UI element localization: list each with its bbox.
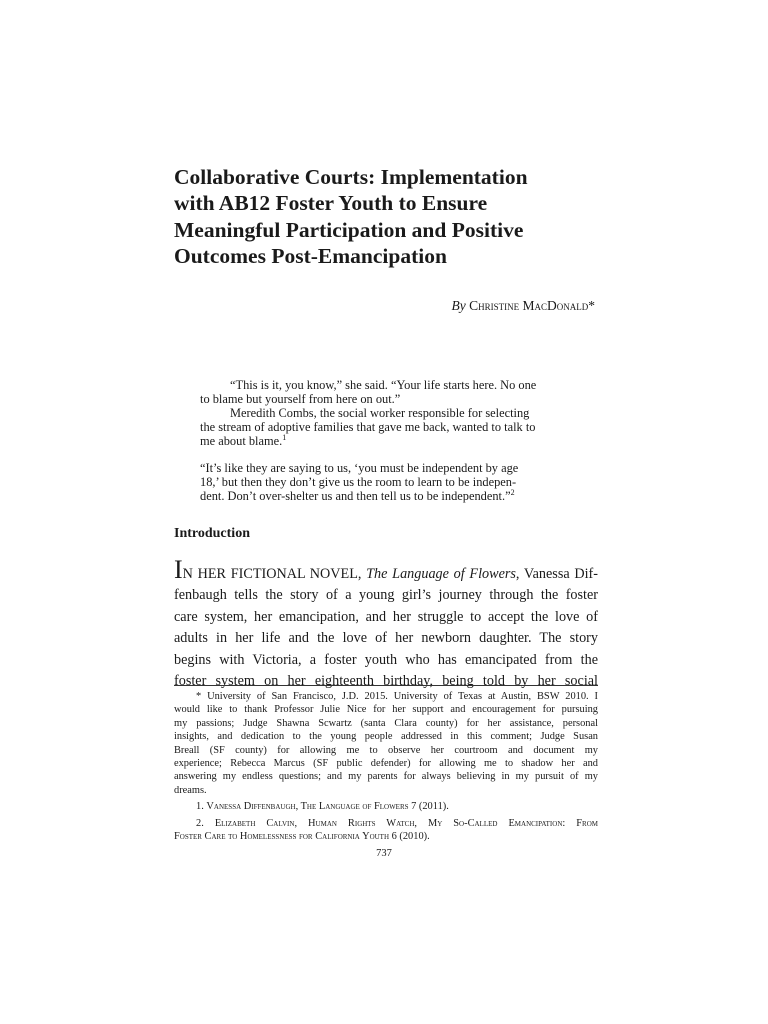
body-text	[174, 555, 598, 692]
title-line: Collaborative Courts: Implementation	[174, 165, 528, 189]
footnotes	[174, 690, 598, 843]
lead-caps: N HER FICTIONAL NOVEL,	[182, 566, 362, 582]
author-name: Christine MacDonald*	[469, 298, 595, 313]
citation-text: 6 (2010).	[389, 831, 430, 843]
citation-smallcaps: Elizabeth Calvin, Human Rights Watch, My So-Called Emancipation: From	[214, 817, 598, 829]
epigraph-line-last	[200, 489, 596, 503]
citation-smallcaps: Vanessa Diffenbaugh, The Language of Flowers	[206, 801, 409, 813]
epigraph-line: 18,’ but then they don’t give us the room to learn to be indepen-	[200, 475, 517, 489]
citation-smallcaps: Foster Care to Homelessness for California Youth	[174, 831, 390, 843]
footnote-line: dreams.	[174, 784, 207, 796]
epigraph-text: dent. Don’t over-shelter us and then tell us to be independent.”	[200, 489, 511, 503]
body-text-span: , Vanessa Dif-	[515, 566, 598, 582]
footnote-ref: 1	[282, 432, 287, 442]
footnote-number: 2.	[196, 817, 204, 829]
title-line: Outcomes Post-Emancipation	[174, 243, 447, 268]
epigraph-line-last	[200, 434, 596, 448]
epigraph-line: “This is it, you know,” she said. “Your life starts here. No one	[230, 378, 537, 392]
footnote-line: my passions; Judge Shawna Scwartz (santa Clara county) for her assistance, personal	[174, 717, 598, 729]
article-title	[174, 164, 604, 269]
title-line: Meaningful Participation and Positive	[174, 217, 524, 242]
author-byline	[451, 298, 595, 314]
epigraph-quote-2	[200, 461, 596, 503]
body-line: care system, her emancipation, and her struggle to accept the love of	[174, 608, 598, 625]
footnote-1	[174, 800, 598, 813]
body-line: adults in her life and the love of her newborn daughter. The story	[174, 630, 598, 647]
body-line: fenbaugh tells the story of a young girl’s journey through the foster	[174, 587, 598, 604]
footnote-line: * University of San Francisco, J.D. 2015. University of Texas at Austin, BSW 2010. I	[196, 691, 598, 702]
epigraph-text: me about blame.	[200, 434, 283, 448]
epigraph-line: to blame but yourself from here on out.”	[200, 392, 401, 406]
body-line: begins with Victoria, a foster youth who has emancipated from the	[174, 651, 598, 668]
drop-cap: I	[174, 555, 183, 584]
epigraph-line: “It’s like they are saying to us, ‘you must be independent by age	[200, 461, 519, 475]
citation-text: 7 (2011).	[408, 801, 449, 813]
page-number: 737	[376, 848, 392, 859]
footnote-rule	[174, 685, 598, 686]
body-first-line	[174, 555, 598, 585]
epigraph-line: Meredith Combs, the social worker responsible for selecting	[230, 406, 530, 420]
footnote-line: experience; Rebecca Marcus (SF public defender) for allowing me to shadow her and	[174, 758, 598, 770]
section-heading: Introduction	[174, 526, 250, 541]
footnote-ref: 2	[510, 487, 515, 497]
footnote-line: answering my endless questions; and my parents for always believing in my pursuit of my	[174, 771, 598, 783]
footnote-line: Breall (SF county) for allowing me to observe her courtroom and document my	[174, 744, 598, 756]
footnote-2-cont	[174, 830, 598, 843]
footnote-number: 1.	[196, 801, 204, 813]
epigraph-quote-1	[200, 378, 596, 448]
title-line: with AB12 Foster Youth to Ensure	[174, 191, 488, 216]
byline-prefix: By	[451, 298, 466, 313]
footnote-line: would like to thank Professor Julie Nice for her support and encouragement for pursuing	[174, 704, 598, 716]
book-title: The Language of Flowers	[366, 566, 516, 582]
footnote-line: insights, and dedication to the young people addressed in this comment; Judge Susan	[174, 731, 598, 743]
epigraph-line: the stream of adoptive families that gave me back, wanted to talk to	[200, 420, 536, 434]
body-line: foster system on her eighteenth birthday, being told by her social	[174, 673, 598, 690]
footnote-2	[174, 817, 598, 830]
